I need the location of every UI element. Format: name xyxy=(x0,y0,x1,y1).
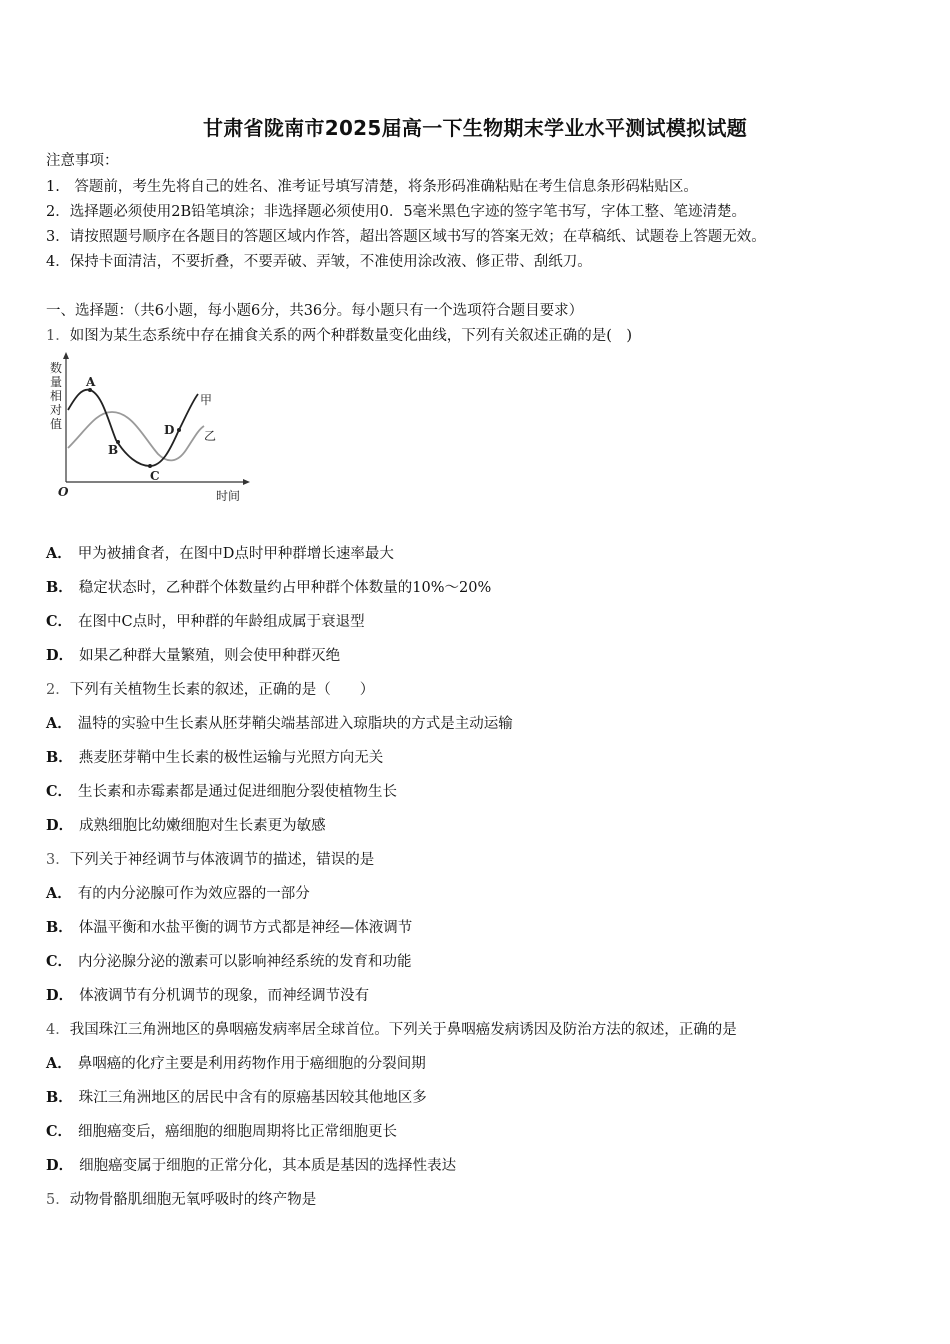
notice-item: 3．请按照题号顺序在各题目的答题区域内作答，超出答题区域书写的答案无效；在草稿纸、试题卷上答题无效。 xyxy=(46,229,766,245)
option-label: C． xyxy=(46,783,73,800)
option-text: 珠江三角洲地区的居民中含有的原癌基因较其他地区多 xyxy=(78,1090,427,1106)
option-label: C． xyxy=(46,1123,73,1140)
option-label: B． xyxy=(46,919,73,936)
y-axis-arrow xyxy=(63,352,69,359)
point-c-marker xyxy=(148,464,152,468)
option-text: 细胞癌变后，癌细胞的细胞周期将比正常细胞更长 xyxy=(78,1124,398,1140)
question-stem xyxy=(46,327,632,345)
y-label-char: 量 xyxy=(50,375,63,389)
option-text: 细胞癌变属于细胞的正常分化，其本质是基因的选择性表达 xyxy=(79,1158,457,1174)
point-b-label: B xyxy=(108,443,119,457)
notice-item: 1. 答题前，考生先将自己的姓名、准考证号填写清楚，将条形码准确粘贴在考生信息条形码粘贴区。 xyxy=(46,179,698,195)
option-label: B． xyxy=(46,579,73,596)
point-d-marker xyxy=(177,428,181,432)
option-item xyxy=(46,545,394,563)
option-label: D． xyxy=(46,987,74,1004)
curve-yi-label: 乙 xyxy=(204,429,217,443)
question-stem xyxy=(46,1021,737,1039)
option-text: 有的内分泌腺可作为效应器的一部分 xyxy=(77,886,310,902)
question-stem xyxy=(46,681,374,699)
point-d-label: D xyxy=(164,423,175,437)
option-text: 在图中C点时，甲种群的年龄组成属于衰退型 xyxy=(78,614,365,630)
option-item xyxy=(46,1123,397,1141)
y-label-char: 对 xyxy=(50,403,63,417)
option-item xyxy=(46,919,412,937)
option-item xyxy=(46,885,310,903)
y-label-char: 值 xyxy=(50,417,63,431)
y-label-char: 数 xyxy=(50,361,63,375)
option-text: 稳定状态时，乙种群个体数量约占甲种群个体数量的10%～20% xyxy=(78,580,492,596)
question-number: 5． xyxy=(46,1192,70,1208)
option-item xyxy=(46,1157,456,1175)
notice-item: 2．选择题必须使用2B铅笔填涂；非选择题必须使用0．5毫米黑色字迹的签字笔书写，字体工整、笔迹清楚。 xyxy=(46,204,747,220)
page-title: 甘肃省陇南市2025届高一下生物期末学业水平测试模拟试题 xyxy=(202,116,748,140)
point-a-label: A xyxy=(86,375,96,389)
notice-heading: 注意事项： xyxy=(46,153,119,169)
option-label: A． xyxy=(46,545,72,562)
question-text: 如图为某生态系统中存在捕食关系的两个种群数量变化曲线，下列有关叙述正确的是( ) xyxy=(69,328,633,344)
option-label: A． xyxy=(46,885,72,902)
option-label: D． xyxy=(46,817,74,834)
option-item xyxy=(46,749,383,767)
question-text: 我国珠江三角洲地区的鼻咽癌发病率居全球首位。下列关于鼻咽癌发病诱因及防治方法的叙述，正确的是 xyxy=(69,1022,737,1038)
question-number: 4． xyxy=(46,1022,70,1038)
question-stem xyxy=(46,851,374,869)
option-item xyxy=(46,817,326,835)
option-text: 成熟细胞比幼嫩细胞对生长素更为敏感 xyxy=(79,818,326,834)
curve-jia-label: 甲 xyxy=(200,393,213,407)
question-number: 2． xyxy=(46,682,70,698)
question-number: 3． xyxy=(46,852,70,868)
option-label: D． xyxy=(46,647,74,664)
option-label: B． xyxy=(46,1089,73,1106)
option-item xyxy=(46,987,369,1005)
section-heading: 一、选择题：（共6小题，每小题6分，共36分。每小题只有一个选项符合题目要求） xyxy=(46,303,584,319)
question-text: 下列有关植物生长素的叙述，正确的是（ ） xyxy=(69,682,375,698)
question-stem xyxy=(46,1191,316,1209)
option-item xyxy=(46,613,365,631)
question-text: 动物骨骼肌细胞无氧呼吸时的终产物是 xyxy=(69,1192,317,1208)
x-axis-arrow xyxy=(243,479,250,485)
option-text: 如果乙种群大量繁殖，则会使甲种群灭绝 xyxy=(79,648,341,664)
option-item xyxy=(46,953,412,971)
option-text: 内分泌腺分泌的激素可以影响神经系统的发育和功能 xyxy=(78,954,412,970)
option-label: A． xyxy=(46,715,72,732)
option-item xyxy=(46,579,491,597)
notice-item: 4．保持卡面清洁，不要折叠，不要弄破、弄皱，不准使用涂改液、修正带、刮纸刀。 xyxy=(46,254,592,270)
option-label: A． xyxy=(46,1055,72,1072)
x-label: 时间 xyxy=(216,489,241,503)
population-curve-figure xyxy=(46,350,256,510)
option-item xyxy=(46,1055,426,1073)
option-text: 鼻咽癌的化疗主要是利用药物作用于癌细胞的分裂间期 xyxy=(77,1056,426,1072)
option-text: 甲为被捕食者，在图中D点时甲种群增长速率最大 xyxy=(77,546,394,562)
option-item xyxy=(46,783,397,801)
option-item xyxy=(46,647,340,665)
origin-label: O xyxy=(58,485,69,499)
population-curve-svg xyxy=(46,350,256,510)
option-item xyxy=(46,715,513,733)
option-text: 燕麦胚芽鞘中生长素的极性运输与光照方向无关 xyxy=(78,750,384,766)
y-label-char: 相 xyxy=(50,389,63,403)
option-label: C． xyxy=(46,953,73,970)
option-text: 体液调节有分机调节的现象，而神经调节没有 xyxy=(79,988,370,1004)
option-label: C． xyxy=(46,613,73,630)
option-item xyxy=(46,1089,427,1107)
point-c-label: C xyxy=(150,469,160,483)
question-number: 1． xyxy=(46,328,70,344)
option-label: D． xyxy=(46,1157,74,1174)
question-text: 下列关于神经调节与体液调节的描述，错误的是 xyxy=(69,852,375,868)
option-label: B． xyxy=(46,749,73,766)
option-text: 生长素和赤霉素都是通过促进细胞分裂使植物生长 xyxy=(78,784,398,800)
option-text: 体温平衡和水盐平衡的调节方式都是神经—体液调节 xyxy=(78,920,413,936)
option-text: 温特的实验中生长素从胚芽鞘尖端基部进入琼脂块的方式是主动运输 xyxy=(77,716,513,732)
